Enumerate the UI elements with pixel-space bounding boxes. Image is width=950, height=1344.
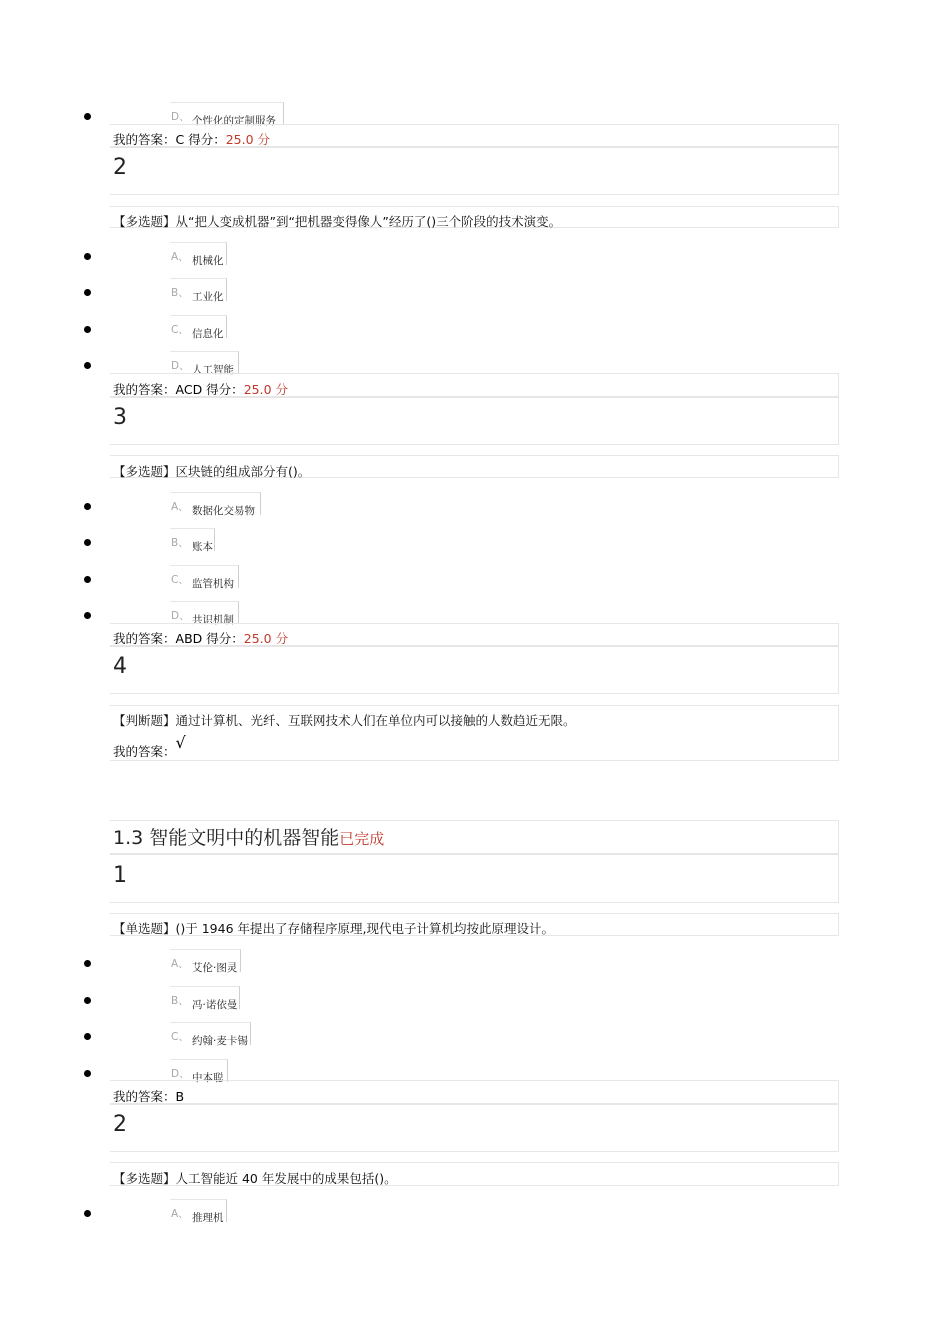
list-bullet: [84, 997, 91, 1004]
option-letter: A、: [171, 251, 189, 263]
option-text: 个性化的定制服务: [192, 115, 276, 127]
option-text: 冯·诺依曼: [192, 999, 238, 1011]
list-bullet: [84, 612, 91, 619]
my-answer: [113, 130, 270, 148]
option-letter: D、: [171, 111, 190, 123]
option-letter: B、: [171, 995, 189, 1007]
option-text: 监管机构: [192, 578, 234, 590]
score-label: 得分：: [202, 382, 244, 397]
option-letter: A、: [171, 958, 189, 970]
list-bullet: [84, 1070, 91, 1077]
option-letter: D、: [171, 610, 190, 622]
score-label: 得分：: [202, 631, 244, 646]
option-letter: A、: [171, 1208, 189, 1220]
answer-label: 我的答案：: [113, 744, 176, 759]
option-d[interactable]: [170, 351, 239, 374]
option-b[interactable]: [170, 278, 227, 301]
option-letter: B、: [171, 537, 189, 549]
option-d[interactable]: [170, 1059, 228, 1082]
option-c[interactable]: [170, 565, 239, 588]
option-a[interactable]: [170, 492, 261, 515]
answer-value: B: [175, 1089, 185, 1104]
option-text: 人工智能: [192, 364, 234, 376]
option-d[interactable]: [170, 601, 239, 624]
score-label: 得分：: [184, 132, 226, 147]
answer-label: 我的答案：: [113, 382, 176, 397]
option-letter: C、: [171, 1031, 189, 1043]
option-text: 约翰·麦卡锡: [192, 1035, 248, 1047]
option-text: 信息化: [192, 328, 224, 340]
option-text: 共识机制: [192, 614, 234, 626]
option-letter: C、: [171, 324, 189, 336]
list-bullet: [84, 113, 91, 120]
option-text: 账本: [192, 541, 213, 553]
answer-label: 我的答案：: [113, 1089, 176, 1104]
question-number: 4: [113, 654, 127, 679]
answer-value: ABD: [175, 631, 203, 646]
option-text: 艾伦·图灵: [192, 962, 238, 974]
question-text: 【多选题】区块链的组成部分有()。: [113, 464, 311, 479]
option-c[interactable]: [170, 1022, 251, 1045]
option-letter: D、: [171, 1068, 190, 1080]
option-b[interactable]: [170, 528, 215, 551]
question-number: 2: [113, 155, 127, 180]
question-text: 【判断题】通过计算机、光纤、互联网技术人们在单位内可以接触的人数趋近无限。: [113, 713, 576, 728]
score-value: 25.0 分: [243, 382, 288, 397]
score-value: 25.0 分: [243, 631, 289, 646]
option-letter: B、: [171, 287, 189, 299]
question-text: 【单选题】()于 1946 年提出了存储程序原理,现代电子计算机均按此原理设计。: [113, 921, 554, 936]
option-text: 机械化: [192, 255, 224, 267]
answer-value: √: [175, 733, 186, 752]
question-number-box: [110, 397, 839, 445]
question-text: 【多选题】人工智能近 40 年发展中的成果包括()。: [113, 1171, 397, 1186]
my-answer: [113, 733, 186, 760]
option-text: 工业化: [192, 291, 224, 303]
option-text: 数据化交易物: [192, 505, 255, 517]
answer-value: ACD: [175, 382, 203, 397]
section-title: [113, 823, 384, 850]
answer-label: 我的答案：: [113, 132, 176, 147]
question-number: 3: [113, 405, 127, 430]
question-number-box: [110, 1104, 839, 1152]
question-number-box: [110, 854, 839, 903]
option-letter: A、: [171, 501, 189, 513]
option-d[interactable]: [170, 102, 284, 125]
my-answer: [113, 629, 288, 647]
list-bullet: [84, 576, 91, 583]
list-bullet: [84, 539, 91, 546]
list-bullet: [84, 503, 91, 510]
list-bullet: [84, 289, 91, 296]
option-c[interactable]: [170, 315, 227, 338]
question-number: 2: [113, 1112, 127, 1137]
question-number-box: [110, 147, 839, 195]
status-badge: 已完成: [339, 830, 385, 848]
question-number-box: [110, 646, 839, 694]
list-bullet: [84, 1033, 91, 1040]
option-a[interactable]: [170, 949, 241, 972]
option-a[interactable]: [170, 1199, 227, 1222]
list-bullet: [84, 960, 91, 967]
answer-box: [110, 1080, 839, 1104]
option-letter: C、: [171, 574, 189, 586]
list-bullet: [84, 326, 91, 333]
answer-label: 我的答案：: [113, 631, 176, 646]
score-value: 25.0 分: [225, 132, 271, 147]
question-number: 1: [113, 863, 127, 888]
option-letter: D、: [171, 360, 190, 372]
my-answer: [113, 1087, 184, 1105]
answer-value: C: [175, 132, 185, 147]
option-text: 中本聪: [192, 1072, 224, 1084]
list-bullet: [84, 1210, 91, 1217]
list-bullet: [84, 253, 91, 260]
question-text: 【多选题】从“把人变成机器”到“把机器变得像人”经历了()三个阶段的技术演变。: [113, 214, 562, 229]
option-b[interactable]: [170, 986, 240, 1009]
section-title-text: 1.3 智能文明中的机器智能: [113, 827, 340, 849]
option-a[interactable]: [170, 242, 227, 265]
my-answer: [113, 380, 288, 398]
option-text: 推理机: [192, 1212, 224, 1224]
list-bullet: [84, 362, 91, 369]
